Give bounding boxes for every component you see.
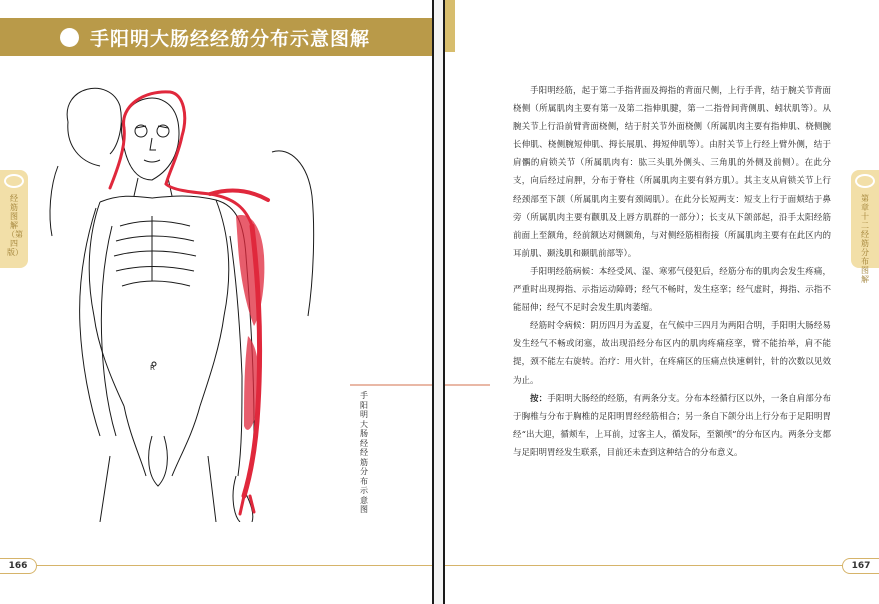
side-tab-left [0, 170, 28, 268]
torso-right-outline [200, 200, 229, 406]
note-paragraph [513, 390, 831, 462]
figure-caption: 手阳明大肠经经筋分布示意图 [360, 391, 368, 514]
meridian-sinew-path [110, 92, 268, 514]
title-bar-edge [445, 0, 455, 52]
page-title: 手阳明大肠经经筋分布示意图解 [90, 28, 371, 50]
torso-left-outline [89, 202, 124, 406]
side-tab-label: 第 章 十二经筋分布图解 [861, 194, 869, 284]
back-body-outline [272, 151, 314, 316]
note-text: 手阳明大肠经的经筋，有两条分支。分布本经循行区以外，一条自肩部分布于胸椎与分布于胸椎的足阳明胃经经筋相合；另一条自下颌分出上行分布于足阳明胃经“出大迎，循颊车，上耳前，过客主人，循发际，至额颅”的分布区内。两条分支都与足阳明胃经发生联系，目前还未查到这种结合的分布意义。 [513, 393, 831, 458]
left-page [0, 0, 432, 604]
anatomy-figure [40, 76, 350, 522]
note-label: 按： [530, 393, 548, 404]
title-bar [0, 18, 432, 56]
caption-rule [350, 384, 432, 386]
right-page [445, 0, 879, 604]
ornament-icon [4, 174, 24, 188]
book-spine [432, 0, 445, 604]
footer-rule [36, 565, 432, 566]
paragraph: 经筋时令病候：阴历四月为孟夏，在气候中三四月为两阳合明，手阳明大肠经易发生经气不畅或闭塞，故出现沿经分布区内的肌肉疼痛痉挛，臂不能抬举，肩不能提，颈不能左右旋转。治疗：用火针，在疼痛区的压痛点快速刺针，针的次数以见效为止。 [513, 321, 831, 386]
page-number: 166 [0, 558, 37, 574]
back-head-outline [67, 88, 121, 154]
figure-marker: R [150, 364, 155, 372]
paragraph: 手阳明经筋，起于第二手指背面及拇指的背面尺侧，上行手背，结于腕关节背面桡侧（所属肌肉主要有第一及第二指伸肌腱，第一二指骨间背侧肌、蚓状肌等）。从腕关节上行沿前臂背面桡侧，结于肘关节外面桡侧（所属肌肉主要有指伸肌、桡侧腕长伸肌、桡侧腕短伸肌、拇长展肌、拇短伸肌等）。由肘关节上行经上臂外侧，结于肩髃的肩锁关节（所属肌肉有：肱三头肌外侧头、三角肌的外侧及前侧）。在此分支，向后经过肩胛，分布于脊柱（所属肌肉主要有斜方肌）。其主支从肩锁关节上行经颈部至下颌（所属肌肉主要有颈阔肌）。在此分长短两支：短支上行于面颊结于鼻旁（所属肌肉主要有颧肌及上唇方肌群的一部分）；长支从下颌部起，沿手太阳经筋前面上至额角，经前额达对侧额角，与对侧经筋相衔接（所属肌肉主要有在此区内的耳前肌、颞浅肌和颞肌前部等）。 [513, 86, 831, 259]
footer-rule [445, 565, 843, 566]
side-tab-right [851, 170, 879, 284]
side-tab-label: 经筋图解（第四版） [7, 194, 23, 257]
paragraph: 手阳明经筋病候：本经受风、湿、寒邪气侵犯后，经筋分布的肌肉会发生疼痛，严重时出现拇指、示指运动障碍；经气不畅时，发生痉挛；经气虚时，拇指、示指不能屈伸；经气不足时会发生肌肉萎缩。 [513, 266, 831, 314]
title-bullet-icon [60, 28, 79, 47]
body-text [513, 82, 831, 462]
ornament-icon [855, 174, 875, 188]
page-number: 167 [842, 558, 879, 574]
shoulders-outline [100, 196, 216, 202]
caption-rule [445, 384, 490, 386]
